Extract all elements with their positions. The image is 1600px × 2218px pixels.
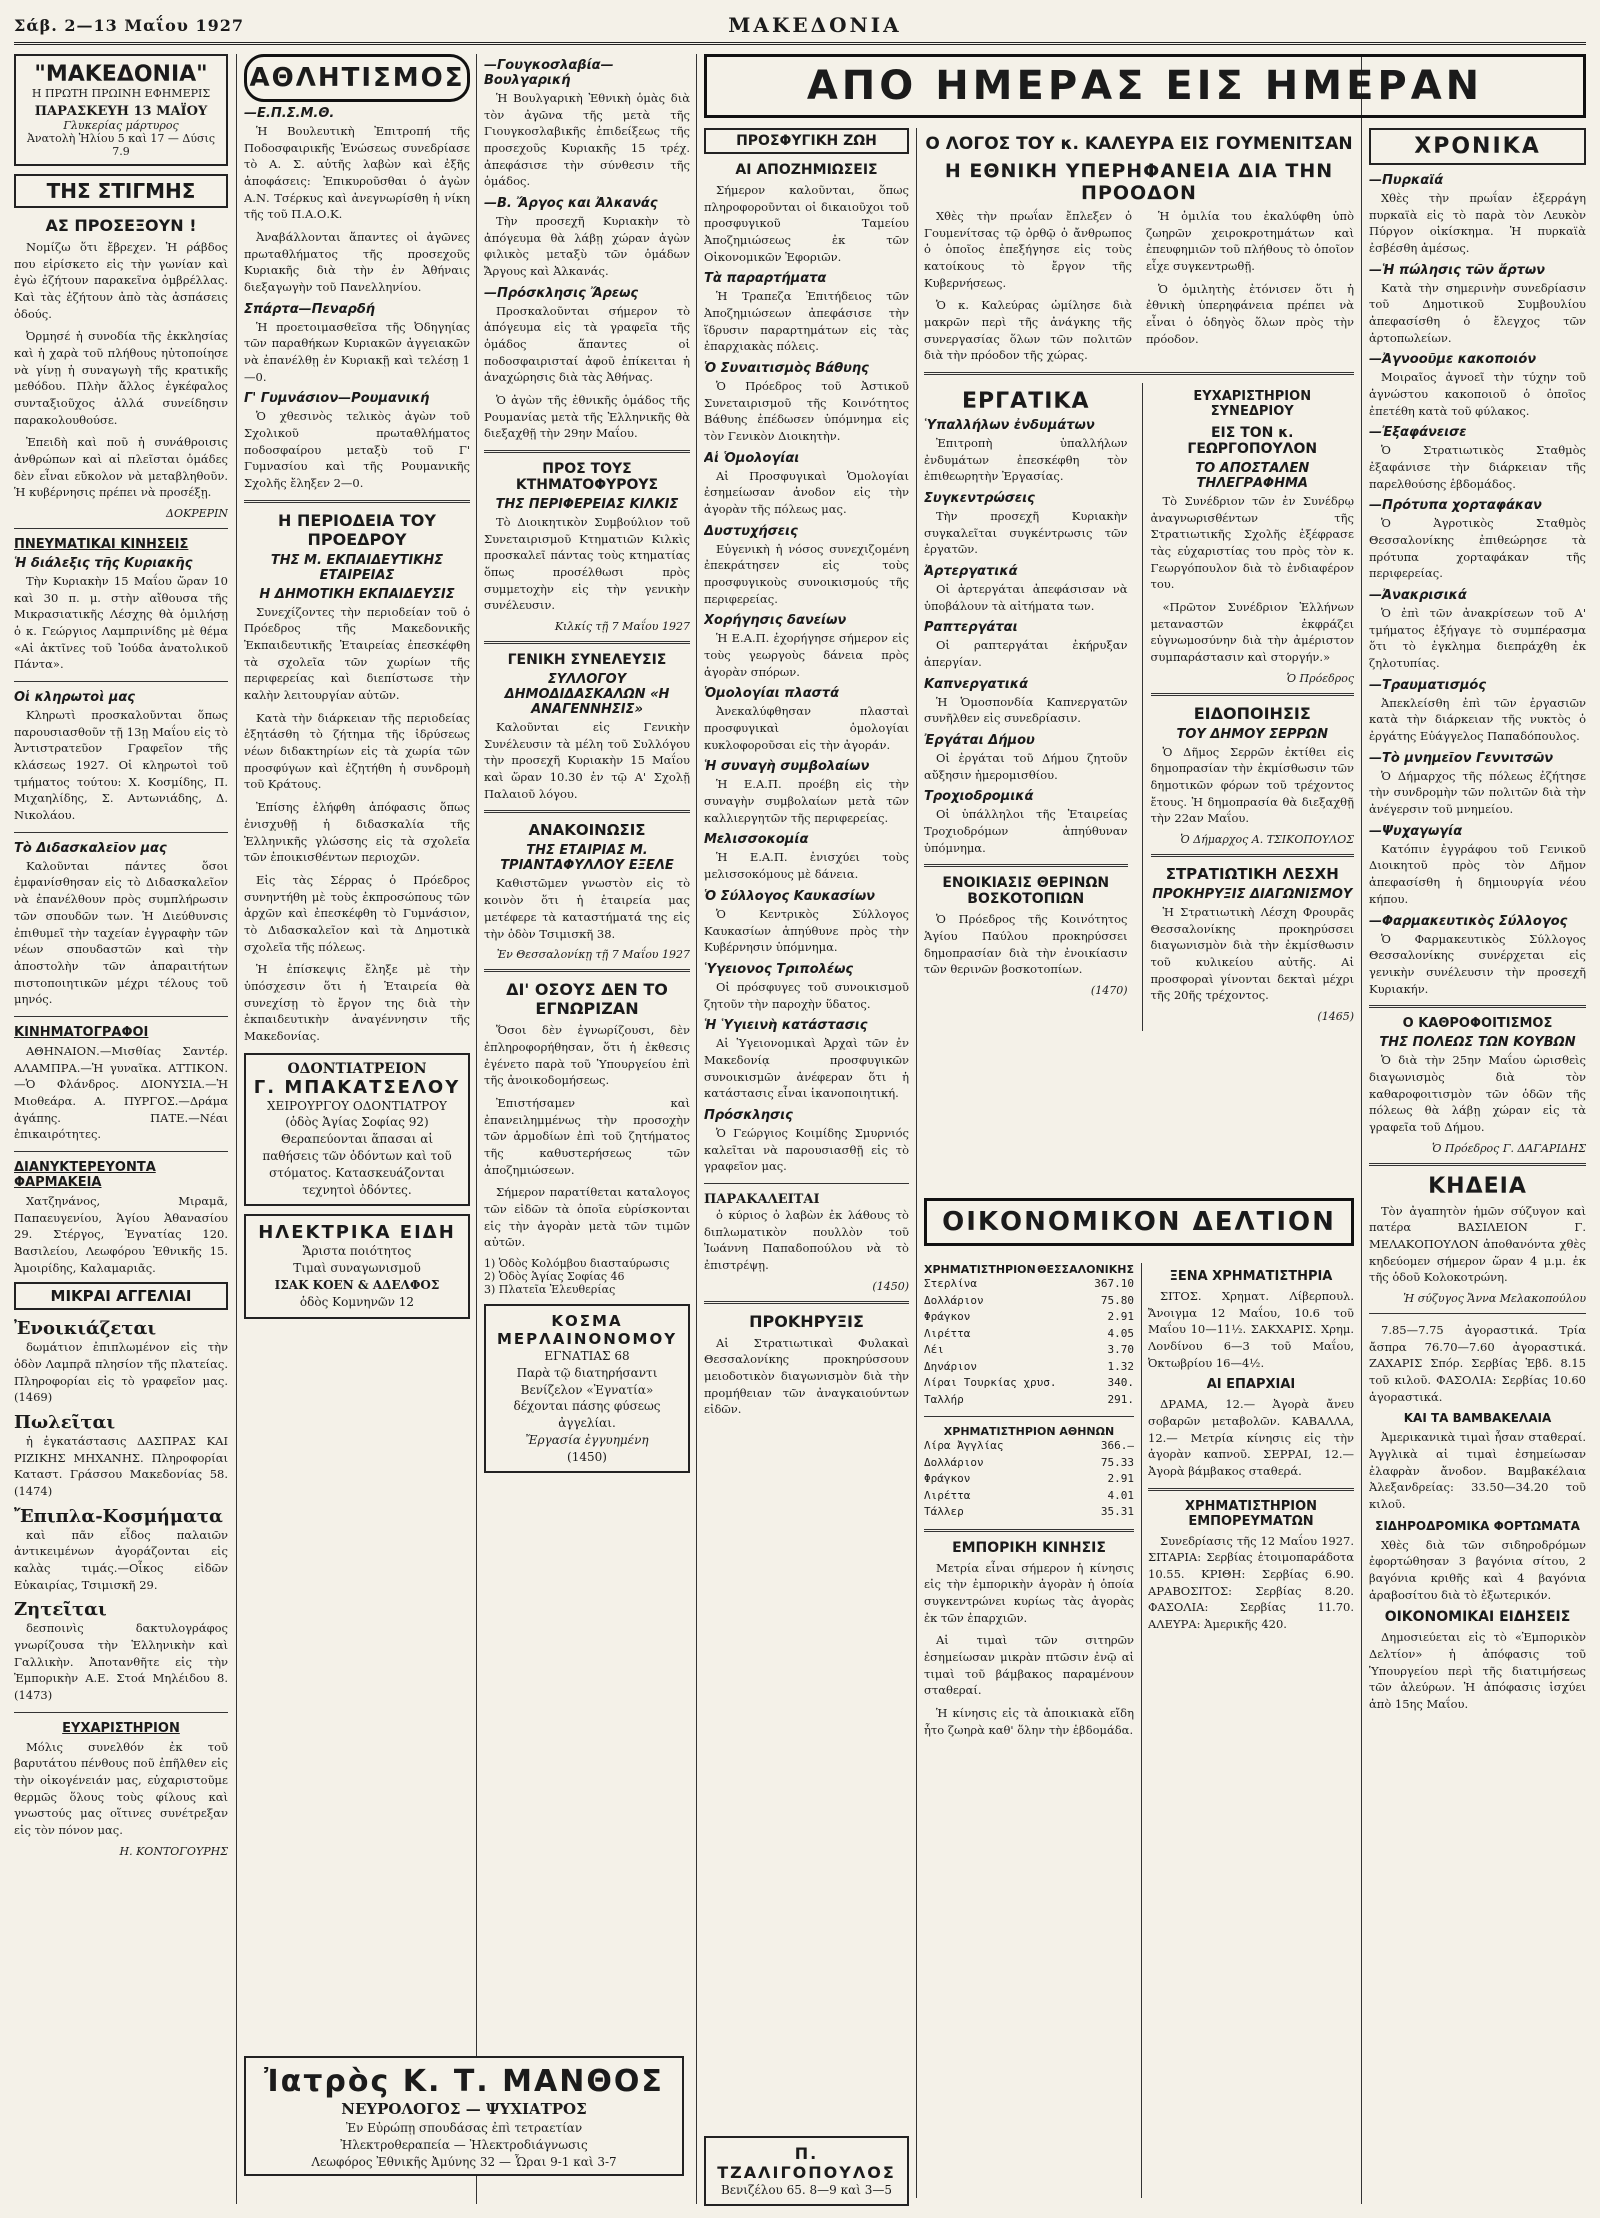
subheading: Πρόσκλησις <box>704 1107 793 1123</box>
paragraph: Καλοῦνται εἰς Γενικὴν Συνέλευσιν τὰ μέλη τοῦ Συλλόγου τὴν προσεχῆ Κυριακὴν 15 Μαΐου καὶ ὥραν 10.30 ἐν τῷ Α' Σχολῇ Παλαιοῦ λόγου. <box>484 720 690 801</box>
rate-row <box>924 1392 1134 1409</box>
rate-name: Τάλλερ <box>924 1505 964 1518</box>
paragraph: Τὴν προσεχῆ Κυριακὴν τὸ ἀπόγευμα θὰ λάβῃ χώραν ἀγὼν φιλικὸς μεταξὺ τῶν ὁμάδων Ἄργους καὶ Ἀλκανάς. <box>484 214 690 279</box>
paragraph: Εἰς τὰς Σέρρας ὁ Πρόεδρος συνηντήθη μὲ τοὺς ἐκπροσώπους τῶν ἀρχῶν καὶ ἐπεσκέφθη τὸ Γυμνάσιον, τὸ Διδασκαλεῖον καὶ τὰ Δημοτικὰ σχολεῖα τῆς πόλεως. <box>244 872 470 954</box>
agency-ad: ΚΟΣΜΑ ΜΕΡΛΑΙΝΟΝΟΜΟΥ ΕΓΝΑΤΙΑΣ 68 Παρὰ τῷ διατηρήσαντι Βενίζελον «Ἐγνατία» δέχονται πάσης φύσεως ἀγγελίαι. Ἔργασία ἐγγυημένη (1450) <box>484 1304 690 1474</box>
column-6: ΕΥΧΑΡΙΣΤΗΡΙΟΝ ΣΥΝΕΔΡΙΟΥ ΕΙΣ ΤΟΝ κ. ΓΕΩΡΓΟΠΟΥΛΟΝ ΤΟ ΑΠΟΣΤΑΛΕΝ ΤΗΛΕΓΡΑΦΗΜΑ Τὸ Συνέδριον τῶν ἐν Συνέδρῳ ἀναγνωρισθέντων τῆς Στρατιωτικῆς Σχολῆς ἐξέφρασε τὰς εὐχαριστίας του πρὸς τὸν κ. Γεωργόπουλον διὰ τὸ ἐνδιαφέρον του. «Πρῶτον Συνέδριον Ἑλλήνων μεταναστῶν ἐκφράζει εὐγνωμοσύνην διὰ τὴν ἀμέριστον συμπαράστασιν καὶ στοργήν.» Ὁ Πρόεδρος ΕΙΔΟΠΟΙΗΣΙΣ ΤΟΥ ΔΗΜΟΥ ΣΕΡΡΩΝ Ὁ Δῆμος Σερρῶν ἐκτίθει εἰς δημοπρασίαν τὴν ἐκμίσθωσιν τῶν δημοτικῶν φόρων τοῦ τρέχοντος ἔτους. Ἡ δημοπρασία θὰ διεξαχθῇ τὴν 22αν Μαΐου. Ὁ Δήμαρχος Α. ΤΣΙΚΟΠΟΥΛΟΣ ΣΤΡΑΤΙΩΤΙΚΗ ΛΕΣΧΗ ΠΡΟΚΗΡΥΞΙΣ ΔΙΑΓΩΝΙΣΜΟΥ Ἡ Στρατιωτικὴ Λέσχη Φρουρᾶς Θεσσαλονίκης προκηρύσσει διαγωνισμὸν διὰ τὴν ἐκμίσθωσιν τοῦ κυλικείου αὐτῆς. Αἱ προσφοραὶ γίνονται δεκταὶ μέχρι τῆς 20ῆς τρέχοντος. (1465) <box>1142 383 1355 1031</box>
subheading: —Ε.Π.Σ.Μ.Θ. <box>244 106 335 121</box>
section-heading: ΕΥΧΑΡΙΣΤΗΡΙΟΝ <box>62 1720 180 1736</box>
column-divider <box>1361 54 1362 2204</box>
paragraph: Ἡ Βουλγαρικὴ Ἐθνικὴ ὁμὰς διὰ τὸν ἀγῶνα τῆς μετὰ τῆς Γιουγκοσλαβικῆς ἐπιδείξεως τῆς προσεχοῦς Κυριακῆς 15 τρέχ. ἀπεφάσισε τὴν σύνθεσιν τῆς ὁμάδος. <box>484 91 690 189</box>
rate-value: 1.32 <box>1107 1359 1134 1373</box>
subheading: Γ' Γυμνάσιον—Ρουμανική <box>244 391 430 407</box>
article-subheadline: ΤΗΣ ΠΕΡΙΦΕΡΕΙΑΣ ΚΙΛΚΙΣ <box>495 497 679 513</box>
rate-row <box>924 1309 1134 1326</box>
paragraph: Εὐγενικὴ ἡ νόσος συνεχιζομένη ἐπεκράτησεν εἰς τοὺς προσφυγικοὺς συνοικισμούς τῆς περιφερείας. <box>704 541 909 606</box>
paragraph: Χθὲς τὴν πρωΐαν ἔπλεξεν ὁ Γουμενίτσας τῷ ὀρθῷ ὁ ἄνθρωπος ὁ ὁποῖος ἐπεξήγησε εἰς τοὺς κατοίκους τὸ ἔργον τῆς Κυβερνήσεως. <box>924 209 1132 290</box>
classified-text: δωμάτιον ἐπιπλωμένον εἰς τὴν ὁδὸν Λαμπρᾶ πλησίον τῆς πλατείας. Πληροφορίαι εἰς τὸ γραφεῖον μας. (1469) <box>14 1340 228 1405</box>
subheading: Ἡ διάλεξις τῆς Κυριακῆς <box>14 556 193 572</box>
classified-title: Ἐνοικιάζεται <box>14 1318 157 1340</box>
economic-left: ΧΡΗΜΑΤΙΣΤΗΡΙΟΝ ΘΕΣΣΑΛΟΝΙΚΗΣ Στερλίνα 367.10 Δολλάριον 75.80 Φράγκον 2.91 Λιρέττα 4.05 Λέι 3.70 Δηνάριον 1.32 Λίραι Τουρκίας χρυσ. 340. Ταλλήρ 291. ΧΡΗΜΑΤΙΣΤΗΡΙΟΝ ΑΘΗΝΩΝ Λίρα Ἀγγλίας 366.— Δολλάριον 75.33 Φράγκον 2.91 Λιρέττα 4.01 Τάλλερ 35.31 ΕΜΠΟΡΙΚΗ ΚΙΝΗΣΙΣ Μετρία εἶναι σήμερον ἡ κίνησις εἰς τὴν ἐμπορικὴν ἀγορὰν ἡ ὁποία συγκεντρώνει κυρίως τὰς ἀγορὰς ἐκ τῶν ἐπαρχιῶν. Αἱ τιμαὶ τῶν σιτηρῶν ἐσημείωσαν μικρὰν πτῶσιν ἐνῷ αἱ τιμαὶ τοῦ βάμβακος παραμένουν σταθεραί. Ἡ κίνησις εἰς τὰ ἀποικιακὰ εἴδη ἦτο ζωηρὰ καθ' ὅλην τὴν ἑβδομάδα. <box>924 1263 1134 1737</box>
paragraph: Καθιστῶμεν γνωστὸν εἰς τὸ κοινὸν ὅτι ἡ ἑταιρεία μας μετέφερε τὰ καταστήματά της εἰς τὴν ὁδὸν Τσιμισκῆ 38. <box>484 876 690 941</box>
paragraph: Αἱ Ὑγειονομικαὶ Ἀρχαὶ τῶν ἐν Μακεδονίᾳ προσφυγικῶν συνοικισμῶν ἀνέφεραν ὅτι ἡ κατάστασις εἶναι ἱκανοποιητική. <box>704 1036 909 1101</box>
lead-subheadline: Η ΕΘΝΙΚΗ ΥΠΕΡΗΦΑΝΕΙΑ ΔΙΑ ΤΗΝ ΠΡΟΟΔΟΝ <box>944 160 1334 204</box>
classifieds-header: ΜΙΚΡΑΙ ΑΓΓΕΛΙΑΙ <box>14 1282 228 1310</box>
subheading: Ὑγειονος Τριπολέως <box>704 961 854 977</box>
article-title: ΑΣ ΠΡΟΣΕΞΟΥΝ ! <box>45 216 197 235</box>
paragraph: ΑΘΗΝΑΙΟΝ.—Μισθίας Σαντέρ. ΑΛΑΜΠΡΑ.—Ἡ γυναῖκα. ΑΤΤΙΚΟΝ.—Ὁ Φλάνδρος. ΔΙΟΝΥΣΙΑ.—Ἡ Μιοθεάρα. Α. ΠΥΡΓΟΣ.—Δράμα ἀγάπης. ΠΑΤΕ.—Νέαι ἐπικαιρότητες. <box>14 1043 228 1142</box>
paragraph: Καλοῦνται πάντες ὅσοι ἐμφανίσθησαν εἰς τὸ Διδασκαλεῖον νὰ ἐπανέλθουν πρὸς συμπλήρωσιν τῶν σπουδῶν των. Ἡ Διεύθυνσις ἐπιθυμεῖ τὴν ταχείαν ἐγγραφὴν τῶν νέων σπουδαστῶν καὶ τὴν ἀποστολὴν τῶν ἀπαραιτήτων πιστοποιητικῶν μέχρι τέλους τοῦ μηνός. <box>14 858 228 1007</box>
labor-heading: ΕΡΓΑΤΙΚΑ <box>962 389 1090 415</box>
rate-row <box>924 1488 1134 1505</box>
paragraph: Σήμερον παρατίθεται καταλογος τῶν εἰδῶν τὰ ὁποῖα εὑρίσκονται εἰς τὴν ἀγορὰν μετὰ τῶν τιμῶν αὐτῶν. <box>484 1185 690 1250</box>
subheading: Ἡ συναγὴ συμβολαίων <box>704 759 870 775</box>
section-heading: ΔΙΑΝΥΚΤΕΡΕΥΟΝΤΑ ΦΑΡΜΑΚΕΙΑ <box>14 1159 156 1190</box>
paragraph: Ἡ Ε.Α.Π. ἐχορήγησε σήμερον εἰς τοὺς γεωργοὺς δάνεια πρὸς ἀγορὰν σπόρων. <box>704 631 909 679</box>
rate-name: Δολλάριον <box>924 1455 984 1469</box>
subheading: Αἱ Ὁμολογίαι <box>704 450 800 466</box>
dentist-ad: ΟΔΟΝΤΙΑΤΡΕΙΟΝ Γ. ΜΠΑΚΑΤΣΕΛΟΥ ΧΕΙΡΟΥΡΓΟΥ ΟΔΟΝΤΙΑΤΡΟΥ (ὁδὸς Ἁγίας Σοφίας 92) Θεραπεύονται ἅπασαι αἱ παθήσεις τῶν ὀδόντων καὶ τοῦ στόματος. Κατασκευάζονται τεχνητοὶ ὀδόντες. <box>244 1053 470 1207</box>
rate-name: Λίραι Τουρκίας χρυσ. <box>924 1376 1057 1389</box>
article-subheadline: ΤΗΣ Μ. ΕΚΠΑΙΔΕΥΤΙΚΗΣ ΕΤΑΙΡΕΙΑΣ <box>270 552 444 583</box>
chronicle-box: ΧΡΟΝΙΚΑ <box>1369 128 1586 165</box>
column-3: —Γουγκοσλαβία—Βουλγαρική Ἡ Βουλγαρικὴ Ἐθνικὴ ὁμὰς διὰ τὸν ἀγῶνα τῆς μετὰ τῆς Γιουγκοσλαβικῆς ἐπιδείξεως τῆς προσεχοῦς Κυριακῆς 15 τρέχ. ἀπεφάσισε τὴν σύνθεσιν τῆς ὁμάδος. —Β. Ἄργος και Ἀλκανάς Τὴν προσεχῆ Κυριακὴν τὸ ἀπόγευμα θὰ λάβῃ χώραν ἀγὼν φιλικὸς μεταξὺ τῶν ὁμάδων Ἄργους καὶ Ἀλκανάς. —Πρόσκλησις Ἄρεως Προσκαλοῦνται σήμερον τὸ ἀπόγευμα εἰς τὰ γραφεῖα τῆς ὁμάδος ἅπαντες οἱ ποδοσφαιρισταί ἀφοῦ ἐπίκειται ἡ ἀναχώρησις διὰ τὰς Ἀθήνας. Ὁ ἀγὼν τῆς ἐθνικῆς ὁμάδος τῆς Ρουμανίας μετὰ τῆς Ἑλληνικῆς θὰ διεξαχθῇ τὴν 29ην Μαΐου. ΠΡΟΣ ΤΟΥΣ ΚΤΗΜΑΤΟΦΥΡΟΥΣ ΤΗΣ ΠΕΡΙΦΕΡΕΙΑΣ ΚΙΛΚΙΣ Τὸ Διοικητικὸν Συμβούλιον τοῦ Συνεταιρισμοῦ Κτηματιῶν Κιλκὶς προσκαλεῖ πάντας τοὺς κτηματίας ὅπως προσέλθωσι πρὸς συμμετοχὴν εἰς τὴν γενικὴν συνέλευσιν. Κιλκίς τῇ 7 Μαΐου 1927 ΓΕΝΙΚΗ ΣΥΝΕΛΕΥΣΙΣ ΣΥΛΛΟΓΟΥ ΔΗΜΟΔΙΔΑΣΚΑΛΩΝ «Η ΑΝΑΓΕΝΝΗΣΙΣ» Καλοῦνται εἰς Γενικὴν Συνέλευσιν τὰ μέλη τοῦ Συλλόγου τὴν προσεχῆ Κυριακὴν 15 Μαΐου καὶ ὥραν 10.30 ἐν τῷ Α' Σχολῇ Παλαιοῦ λόγου. ΑΝΑΚΟΙΝΩΣΙΣ ΤΗΣ ΕΤΑΙΡΙΑΣ Μ. ΤΡΙΑΝΤΑΦΥΛΛΟΥ ΕΞΕΛΕ Καθιστῶμεν γνωστὸν εἰς τὸ κοινὸν ὅτι ἡ ἑταιρεία μας μετέφερε τὰ καταστήματά της εἰς τὴν ὁδὸν Τσιμισκῆ 38. Ἐν Θεσσαλονίκῃ τῇ 7 Μαΐου 1927 ΔΙ' ΟΣΟΥΣ ΔΕΝ ΤΟ ΕΓΝΩΡΙΖΑΝ Ὅσοι δὲν ἐγνωρίζουσι, δὲν ἐπληροφορήθησαν, ὅτι ἡ ἐκθεσις ἐγένετο παρὰ τοῦ Ὑπουργείου ἐπὶ τῆς ἀνοικοδομήσεως. Ἐπιστήσαμεν καὶ ἐπανειλημμένως τὴν προσοχὴν τῶν ἁρμοδίων ἐπὶ τοῦ ζητήματος τῆς καθυστερήσεως τῶν ἀποζημιώσεων. Σήμερον παρατίθεται καταλογος τῶν εἰδῶν τὰ ὁποῖα εὑρίσκονται εἰς τὴν ἀγορὰν μετὰ τῶν τιμῶν αὐτῶν. 1) Ὁδὸς Κολόμβου διασταύρωσις 2) Ὁδὸς Ἁγίας Σοφίας 46 3) Πλατεῖα Ἐλευθερίας ΚΟΣΜΑ ΜΕΡΛΑΙΝΟΝΟΜΟΥ ΕΓΝΑΤΙΑΣ 68 Παρὰ τῷ διατηρήσαντι Βενίζελον «Ἐγνατία» δέχονται πάσης φύσεως ἀγγελίαι. Ἔργασία ἐγγυημένη (1450) <box>484 54 690 1904</box>
article-headline: ΑΝΑΚΟΙΝΩΣΙΣ <box>528 821 646 840</box>
paragraph: Αἱ Στρατιωτικαὶ Φυλακαὶ Θεσσαλονίκης προκηρύσσουν μειοδοτικὸν διαγωνισμὸν διὰ τὴν προμήθειαν τῶν ἀναγκαιούντων εἰδῶν. <box>704 1335 909 1417</box>
rate-name: Δολλάριον <box>924 1293 984 1307</box>
economic-banner: ΟΙΚΟΝΟΜΙΚΟΝ ΔΕΛΤΙΟΝ <box>924 1198 1354 1246</box>
rate-row <box>924 1276 1134 1293</box>
classified-title: Ἔπιπλα-Κοσμήματα <box>14 1505 223 1527</box>
rate-row <box>924 1471 1134 1488</box>
rate-value: 4.05 <box>1107 1326 1134 1340</box>
paragraph: Ἡ Ε.Α.Π. προέβη εἰς τὴν συναγὴν συμβολαίων μετὰ τῶν καλλιεργητῶν τῆς περιφερείας. <box>704 777 909 825</box>
column-divider <box>476 54 477 2204</box>
subheading: Ὁ Σύλλογος Καυκασίων <box>704 888 876 904</box>
paragraph: Ἀνεκαλύφθησαν πλασταὶ προσφυγικαὶ ὁμολογίαι κυκλοφοροῦσαι εἰς τὴν ἀγοράν. <box>704 704 909 752</box>
rate-row <box>924 1342 1134 1359</box>
rate-value: 366.— <box>1100 1439 1134 1452</box>
rate-row <box>924 1293 1134 1310</box>
paragraph: Ὁ χθεσινὸς τελικὸς ἀγὼν τοῦ Σχολικοῦ πρωταθλήματος ποδοσφαίρου μεταξὺ τοῦ Γ' Γυμνασίου καὶ τῆς Ρουμανικῆς Σχολῆς ἔληξεν 2—0. <box>244 409 470 491</box>
nameplate-saint: Γλυκερίας μάρτυρος <box>63 119 179 132</box>
rate-value: 75.80 <box>1100 1293 1134 1307</box>
subheading: Τὰ παραρτήματα <box>704 271 827 287</box>
subheading: Δυστυχήσεις <box>704 523 798 539</box>
rate-name: Λιρέττα <box>924 1326 971 1340</box>
article-headline: ΠΡΟΚΗΡΥΞΙΣ <box>749 1311 864 1331</box>
paragraph: Ὁ Κεντρικὸς Σύλλογος Καυκασίων ἀπηύθυνε πρὸς τὴν Κυβέρνησιν ὑπόμνημα. <box>704 906 909 955</box>
doctor-ad: Ἰατρὸς Κ. Τ. ΜΑΝΘΟΣ ΝΕΥΡΟΛΟΓΟΣ — ΨΥΧΙΑΤΡΟΣ Ἐν Εὐρώπῃ σπουδάσας ἐπὶ τετραετίαν Ἠλεκτροθεραπεία — Ἠλεκτροδιάγνωσις Λεωφόρος Ἐθνικῆς Ἀμύνης 32 — Ὧραι 9-1 καὶ 3-7 <box>244 2056 684 2176</box>
doctor-name: Ἰατρὸς Κ. Τ. ΜΑΝΘΟΣ <box>264 2064 664 2099</box>
article-headline: Η ΠΕΡΙΟΔΕΙΑ ΤΟΥ ΠΡΟΕΔΡΟΥ <box>278 510 436 549</box>
paragraph: Συνεχίζοντες τὴν περιοδείαν τοῦ ὁ Πρόεδρος τῆς Μακεδονικῆς Ἐκπαιδευτικῆς Ἑταιρείας ἐπεσκέφθη τὰ σχολεῖα τῶν χωρίων τῆς περιφερείας καὶ διεπίστωσε τὴν καλὴν λειτουργίαν αὐτῶν. <box>244 604 470 703</box>
subheading: Σπάρτα—Πεναρδή <box>244 301 376 317</box>
section-heading: ΠΝΕΥΜΑΤΙΚΑΙ ΚΙΝΗΣΕΙΣ <box>14 537 189 553</box>
paragraph: Ἡ Τραπεζα Ἐπιτήδειος τῶν Ἀποζημιώσεων ἀπεφάσισε τὴν ἵδρυσιν παραρτημάτων εἰς τὰς ἐπαρχιακὰς πόλεις. <box>704 289 909 354</box>
rate-value: 367.10 <box>1094 1277 1134 1290</box>
rate-value: 4.01 <box>1107 1488 1134 1502</box>
rate-name: Λέι <box>924 1343 944 1356</box>
paragraph: Ὅσοι δὲν ἐγνωρίζουσι, δὲν ἐπληροφορήθησαν, ὅτι ἡ ἐκθεσις ἐγένετο παρὰ τοῦ Ὑπουργείου ἐπὶ τῆς ἀνοικοδομήσεως. <box>484 1023 690 1088</box>
lead-headline: Ο ΛΟΓΟΣ ΤΟΥ κ. ΚΑΛΕΥΡΑ ΕΙΣ ΓΟΥΜΕΝΙΤΣΑΝ <box>925 134 1353 154</box>
article-headline: ΑΙ ΑΠΟΖΗΜΙΩΣΕΙΣ <box>735 162 878 178</box>
article-paragraph: Νομίζω ὅτι ἔβρεχεν. Ἡ ράβδος που εἰρίσκετο εἰς τὴν γωνίαν καὶ ἐγὼ ἐζήτουν παρακεῖνα ὀμβρέλλας. Καὶ τὰς ἐζήτουν ἀπὸ τὰς ἀσπάσεις ὁδούς. <box>14 240 228 321</box>
paragraph: Κληρωτὶ προσκαλοῦνται ὅπως παρουσιασθοῦν τῇ 13ῃ Μαΐου εἰς τὸ Ἀντιστρατεῦον Γραφεῖον τῆς κλάσεως 1927. Οἱ κληρωτοὶ τοῦ τμήματος τούτου: Χ. Κοσμίδης, Π. Μιχαηλίδης, Σ. Αντωνιάδης, Δ. Νικολάου. <box>14 708 228 823</box>
rate-value: 2.91 <box>1107 1310 1134 1323</box>
rate-name: Φράγκον <box>924 1472 971 1485</box>
section-heading: ΚΙΝΗΜΑΤΟΓΡΑΦΟΙ <box>14 1024 149 1040</box>
paragraph: Τὸ Διοικητικὸν Συμβούλιον τοῦ Συνεταιρισμοῦ Κτηματιῶν Κιλκὶς προσκαλεῖ πάντας τοὺς κτηματίας ὅπως προσέλθωσι πρὸς συμμετοχὴν εἰς τὴν γενικὴν συνέλευσιν. <box>484 515 690 613</box>
article-headline: ΓΕΝΙΚΗ ΣΥΝΕΛΕΥΣΙΣ <box>507 652 667 669</box>
classified-title: Πωλεῖται <box>14 1411 116 1433</box>
rate-name: Στερλίνα <box>924 1277 977 1290</box>
classified-text: δεσποινὶς δακτυλογράφος γνωρίζουσα τὴν Ἑλληνικὴν καὶ Γαλλικὴν. Ἀποτανθῆτε εἰς τὴν Ἐμπορικὴν Α.Ε. Στοά Μηλέιδου 8. (1473) <box>14 1621 228 1702</box>
column-7: ΧΡΟΝΙΚΑ —Πυρκαϊά Χθὲς τὴν πρωΐαν ἐξερράγη πυρκαϊὰ εἰς τὸ παρὰ τὸν Λευκὸν Πύργον οἰκίσκημα. Ἡ πυρκαϊὰ ἐσβέσθη ἀμέσως. —Ἡ πώλησις τῶν ἄρτων Κατὰ τὴν σημερινὴν συνεδρίασιν τοῦ Δημοτικοῦ Συμβουλίου ἀπεφασίσθη ὁ ἔλεγχος τῶν ἀρτοπωλείων. —Ἀγνοοῦμε κακοποιόν Μοιραῖος ἀγνοεῖ τὴν τύχην τοῦ ἀγνώστου κακοποιοῦ ὁ ὁποῖος ἐπετέθη κατὰ τοῦ φύλακος. —Ἐξαφάνεισε Ὁ Στρατιωτικὸς Σταθμὸς ἐξαφάνισε τὴν διάρκειαν τῆς παρελθούσης ἑβδομάδος. —Πρότυπα χορταφάκαν Ὁ Ἀγροτικὸς Σταθμὸς Θεσσαλονίκης ἐπιθεώρησε τὰ πρότυπα χορταφάκαν τῆς περιφερείας. —Ἀνακρισικά Ὁ ἐπὶ τῶν ἀνακρίσεων τοῦ Α' τμήματος ἐξήγαγε τὸ συμπέρασμα ὅτι τὸ ἐγκλημα διεπράχθη ἐκ ζηλοτυπίας. —Τραυματισμός Ἀπεκλείσθη ἐπὶ τῶν ἐργασιῶν κατὰ τὴν διάρκειαν τῆς νυκτὸς ὁ ἐργάτης Εὐάγγελος Παπαδόπουλος. —Τὸ μνημεῖον Γεννιτσῶν Ὁ Δήμαρχος τῆς πόλεως ἐζήτησε τὴν συνδρομὴν τῶν πολιτῶν διὰ τὴν ἀνέγερσιν τοῦ μνημείου. —Ψυχαγωγία Κατόπιν ἐγγράφου τοῦ Γενικοῦ Διοικητοῦ πρὸς τὸν Δῆμον ἀπεφασίσθη ἡ δημιουργία νέου κήπου. —Φαρμακευτικὸς Σύλλογος Ὁ Φαρμακευτικὸς Σύλλογος Θεσσαλονίκης συνέρχεται εἰς γενικὴν συνέλευσιν τὴν προσεχῆ Κυριακήν. Ο ΚΑΘΡΟΦΟΙΤΙΣΜΟΣ ΤΗΣ ΠΟΛΕΩΣ ΤΩΝ ΚΟΥΒΩΝ Ὁ διὰ τὴν 25ην Μαΐου ὡρισθεὶς διαγωνισμὸς διὰ τὸν καθαροφοιτισμὸν τῶν ὁδῶν τῆς πόλεως θὰ λάβῃ χώραν εἰς τὰ γραφεῖα τοῦ Δήμου. Ὁ Πρόεδρος Γ. ΔΑΓΑΡΙΔΗΣ ΚΗΔΕΙΑ Τὸν ἀγαπητὸν ἡμῶν σύζυγον καὶ πατέρα ΒΑΣΙΛΕΙΟΝ Γ. ΜΕΛΑΚΟΠΟΥΛΟΝ ἀποθανόντα χθὲς κηδεύομεν σήμερον ὥραν 4 μ.μ. ἐκ τῆς ὁδοῦ Κολοκοτρώνη. Ἡ σύζυγος Ἄννα Μελακοπούλου 7.85—7.75 ἀγοραστικά. Τρία ἄσπρα 76.70—7.60 ἀγοραστικά. ΖΑΧΑΡΙΣ Σπόρ. Σερβίας Ἑβδ. 8.15 τοῦ κιλοῦ. ΦΑΣΟΛΙΑ: Σερβίας 10.60 ἀγοραστικά. ΚΑΙ ΤΑ ΒΑΜΒΑΚΕΛΑΙΑ Ἀμερικανικὰ τιμαὶ ἦσαν σταθεραί. Ἀγγλικὰ αἱ τιμαὶ ἐσημείωσαν ἐλαφρὰν ἄνοδον. Βαμβακέλαια Ἀλεξανδρείας: 33.50—34.20 τοῦ κιλοῦ. ΣΙΔΗΡΟΔΡΟΜΙΚΑ ΦΟΡΤΩΜΑΤΑ Χθὲς διὰ τῶν σιδηροδρόμων ἐφορτώθησαν 3 βαγόνια σίτου, 2 βαγόνια κριθῆς καὶ 4 βαγόνια ἀραβοσίτου διὰ τὸ ἐξωτερικόν. ΟΙΚΟΝΟΜΙΚΑΙ ΕΙΔΗΣΕΙΣ Δημοσιεύεται εἰς τὸ «Ἐμπορικὸν Δελτίον» ἡ ἀπόφασις τοῦ Ὑπουργείου περὶ τῆς διατιμήσεως τῶν ἀλεύρων. Ἡ ἀπόφασις ἰσχύει ἀπὸ 15ης Μαΐου. <box>1369 128 1586 2198</box>
subheading: —Β. Ἄργος και Ἀλκανάς <box>484 196 658 212</box>
rate-name: Φράγκον <box>924 1310 971 1323</box>
subheading: Ὁ Συναιτισμὸς Βάθυης <box>704 361 869 377</box>
paragraph: Ἀναβάλλονται ἅπαντες οἱ ἀγῶνες πρωταθλήματος τῆς προσεχοῦς Κυριακῆς διὰ τὴν ἐν Ἀθήναις διεξαγωγὴν τοῦ Πανελληνίου. <box>244 230 470 295</box>
classified-text: καὶ πᾶν εἶδος παλαιῶν ἀντικειμένων ἀγοράζονται εἰς καλὰς τιμάς.—Οἶκος εἰδῶν Εὐκαιρίας, Τσιμισκῆ 29. <box>14 1527 228 1592</box>
paragraph: Μόλις συνελθόν ἐκ τοῦ βαρυτάτου πένθους ποῦ ἐπῆλθεν εἰς τὴν οἰκογένειάν μας, εὐχαριστοῦμε θερμῶς ὅλους τοὺς φίλους καὶ γνωστούς μας οἵτινες συνέτρεξαν εἰς τὸν πόνον μας. <box>14 1739 228 1838</box>
newspaper-page <box>14 8 1586 2208</box>
subheading: Χορήγησις δανείων <box>704 613 847 629</box>
paragraph: Ἡ ὁμιλία του ἐκαλύφθη ὑπὸ ζωηρῶν χειροκροτημάτων καὶ ἐπευφημιῶν τοῦ πλήθους τὸ ὁποῖον εἶχε συγκεντρωθῇ. <box>1146 209 1354 274</box>
subheading: —Γουγκοσλαβία—Βουλγαρική <box>484 58 614 88</box>
paragraph: Ἡ Βουλευτικὴ Ἐπιτροπή τῆς Ποδοσφαιρικῆς Ἑνώσεως συνεδρίασε τὸ Α. Σ. αὐτῆς λαβὼν καὶ ἐξῆς ἀποφάσεις: Ἐπικυροῦσθαι ὁ ἀγὼν Α.Ν. Τσέρκυς καὶ ἀνεγνωρίσθη ἡ νίκη τῆς τοῦ Π.Α.Ο.Κ. <box>244 124 470 222</box>
paragraph: Σήμερον καλοῦνται, ὅπως πληροφοροῦνται οἱ δικαιοῦχοι τοῦ προσφυγικοῦ Ταμείου Ἀποζημιώσεως ἐκ τῶν Οἰκονομικῶν Ἐφοριῶν. <box>704 183 909 264</box>
paragraph: Προσκαλοῦνται σήμερον τὸ ἀπόγευμα εἰς τὰ γραφεῖα τῆς ὁμάδος ἅπαντες οἱ ποδοσφαιρισταί ἀφοῦ ἐπίκειται ἡ ἀναχώρησις διὰ τὰς Ἀθήνας. <box>484 303 690 385</box>
subheading: Ἡ Ὑγιεινὴ κατάστασις <box>704 1018 868 1034</box>
column-4: ΠΡΟΣΦΥΓΙΚΗ ΖΩΗ ΑΙ ΑΠΟΖΗΜΙΩΣΕΙΣ Σήμερον καλοῦνται, ὅπως πληροφοροῦνται οἱ δικαιοῦχοι τοῦ προσφυγικοῦ Ταμείου Ἀποζημιώσεως ἐκ τῶν Οἰκονομικῶν Ἐφοριῶν. Τὰ παραρτήματα Ἡ Τραπεζα Ἐπιτήδειος τῶν Ἀποζημιώσεων ἀπεφάσισε τὴν ἵδρυσιν παραρτημάτων εἰς τὰς ἐπαρχιακὰς πόλεις. Ὁ Συναιτισμὸς Βάθυης Ὁ Πρόεδρος τοῦ Ἀστικοῦ Συνεταιρισμοῦ τῆς Κοινότητος Βάθυης ἐπέδωσεν ὑπόμνημα εἰς τὸν Γενικὸν Διοικητὴν. Αἱ Ὁμολογίαι Αἱ Προσφυγικαὶ Ὁμολογίαι ἐσημείωσαν ἀνοδον εἰς τὴν ἀγορὰν τῆς πόλεως μας. Δυστυχήσεις Εὐγενικὴ ἡ νόσος συνεχιζομένη ἐπεκράτησεν εἰς τοὺς προσφυγικοὺς συνοικισμούς τῆς περιφερείας. Χορήγησις δανείων Ἡ Ε.Α.Π. ἐχορήγησε σήμερον εἰς τοὺς γεωργοὺς δάνεια πρὸς ἀγορὰν σπόρων. Ὁμολογίαι πλαστά Ἀνεκαλύφθησαν πλασταὶ προσφυγικαὶ ὁμολογίαι κυκλοφοροῦσαι εἰς τὴν ἀγοράν. Ἡ συναγὴ συμβολαίων Ἡ Ε.Α.Π. προέβη εἰς τὴν συναγὴν συμβολαίων μετὰ τῶν καλλιεργητῶν τῆς περιφερείας. Μελισσοκομία Ἡ Ε.Α.Π. ἐνισχύει τοὺς μελισσοκόμους μὲ δάνεια. Ὁ Σύλλογος Καυκασίων Ὁ Κεντρικὸς Σύλλογος Καυκασίων ἀπηύθυνε πρὸς τὴν Κυβέρνησιν ὑπόμνημα. Ὑγειονος Τριπολέως Οἱ πρόσφυγες τοῦ συνοικισμοῦ ζητοῦν τὴν παροχὴν ὕδατος. Ἡ Ὑγιεινὴ κατάστασις Αἱ Ὑγειονομικαὶ Ἀρχαὶ τῶν ἐν Μακεδονίᾳ προσφυγικῶν συνοικισμῶν ἀνέφεραν ὅτι ἡ κατάστασις εἶναι ἱκανοποιητική. Πρόσκλησις Ὁ Γεώργιος Κοιμίδης Σμυρνιός καλεῖται νὰ παρουσιασθῇ εἰς τὸ γραφεῖον μας. ΠΑΡΑΚΑΛΕΙΤΑΙ ὁ κύριος ὁ λαβὼν ἐκ λάθους τὸ διπλωματικὸν πουλλὸν τοῦ Ἰωάννη Παπαδοπούλου νὰ τὸ ἐπιστρέψῃ. (1450) ΠΡΟΚΗΡΥΞΙΣ Αἱ Στρατιωτικαὶ Φυλακαὶ Θεσσαλονίκης προκηρύσσουν μειοδοτικὸν διαγωνισμὸν διὰ τὴν προμήθειαν τῶν ἀναγκαιούντων εἰδῶν. <box>704 128 909 2198</box>
rate-name: Λιρέττα <box>924 1488 971 1502</box>
paragraph: Ὁ ὁμιλητὴς ἐτόνισεν ὅτι ἡ ἐθνικὴ ὑπερηφάνεια πρέπει νὰ εἶναι ὁ ὁδηγὸς ὅλων πρὸς τὴν πρόοδον. <box>1146 281 1354 346</box>
rate-row <box>924 1504 1134 1521</box>
paragraph: Αἱ Προσφυγικαὶ Ὁμολογίαι ἐσημείωσαν ἀνοδον εἰς τὴν ἀγορὰν τῆς πόλεως μας. <box>704 468 909 517</box>
article-subheadline: ΤΗΣ ΕΤΑΙΡΙΑΣ Μ. ΤΡΙΑΝΤΑΦΥΛΛΟΥ ΕΞΕΛΕ <box>500 843 674 874</box>
column-title: ΤΗΣ ΣΤΙΓΜΗΣ <box>46 179 196 203</box>
rates-table <box>924 1438 1134 1521</box>
newspaper-title: ΜΑΚΕΔΟΝΙΑ <box>728 13 902 37</box>
signature: Η. ΚΟΝΤΟΓΟΥΡΗΣ <box>119 1844 228 1858</box>
column-2 <box>244 54 470 2204</box>
column-title-box <box>14 174 228 208</box>
column-divider <box>1141 1263 1142 2198</box>
classified-title: Ζητεῖται <box>14 1599 107 1621</box>
notice-title: ΠΑΡΑΚΑΛΕΙΤΑΙ <box>704 1191 820 1207</box>
column-divider <box>236 54 237 2204</box>
lease-headline: ΕΝΟΙΚΙΑΣΙΣ ΘΕΡΙΝΩΝ ΒΟΣΚΟΤΟΠΙΩΝ <box>942 875 1110 908</box>
paragraph: Χατζηνάνος, Μιραμᾶ, Παπαευγενίου, Ἁγίου Ἀθανασίου 29. Στέργος, Ἐγνατίας 120. Βασιλείου, Λεωφόρου Ἐθνικῆς 15. Ἀμοιρίδης, Καλαμαριᾶς. <box>14 1193 228 1275</box>
subheading: Τὸ Διδασκαλεῖον μας <box>14 840 167 856</box>
rate-value: 291. <box>1107 1392 1134 1406</box>
rate-value: 340. <box>1107 1376 1134 1389</box>
article-headline: ΔΙ' ΟΣΟΥΣ ΔΕΝ ΤΟ ΕΓΝΩΡΙΖΑΝ <box>506 980 668 1019</box>
main-banner: ΑΠΟ ΗΜΕΡΑΣ ΕΙΣ ΗΜΕΡΑΝ <box>704 54 1586 118</box>
rate-value: 3.70 <box>1107 1343 1134 1356</box>
paragraph: Ὁ κ. Καλεύρας ὡμίλησε διὰ μακρῶν περὶ τῆς ἀνάγκης τῆς συνεργασίας ὅλων τῶν πολιτῶν διὰ τὴν πρόοδον τῆς χώρας. <box>924 298 1132 363</box>
economic-right: ΞΕΝΑ ΧΡΗΜΑΤΙΣΤΗΡΙΑ ΣΙΤΟΣ. Χρηματ. Λίβερπουλ. Ἄνοιγμα 12 Μαΐου, 10.6 τοῦ Μαΐου 10—11½. ΣΑΚΧΑΡΙΣ. Χρημ. Λονδίνου 6—3 τοῦ Μαΐου, Ὀκτωβρίου 16—4½. ΑΙ ΕΠΑΡΧΙΑΙ ΔΡΑΜΑ, 12.— Ἀγορὰ ἄνευ σοβαρῶν μεταβολῶν. ΚΑΒΑΛΛΑ, 12.— Μετρία κίνησις εἰς τὴν ἀγορὰν καπνοῦ. ΣΕΡΡΑΙ, 12.— Ἀγορὰ βάμβακος σταθερά. ΧΡΗΜΑΤΙΣΤΗΡΙΟΝ ΕΜΠΟΡΕΥΜΑΤΩΝ Συνεδρίασις τῆς 12 Μαΐου 1927. ΣΙΤΑΡΙΑ: Σερβίας ἑτοιμοπαράδοτα 10.55. ΚΡΙΘΗ: Σερβίας 6.90. ΑΡΑΒΟΣΙΤΟΣ: Σερβίας 8.20. ΦΑΣΟΛΙΑ: Σερβίας 11.70. ΑΛΕΥΡΑ: Ἀμερικῆς 420. <box>1148 1269 1354 1632</box>
rate-row <box>924 1359 1134 1376</box>
merchant-ad: Π. ΤΖΑΛΙΓΟΠΟΥΛΟΣ Βενιζέλου 65. 8—9 καὶ 3—5 <box>704 2136 909 2206</box>
subheading: Μελισσοκομία <box>704 832 809 848</box>
masthead <box>14 8 1586 45</box>
paragraph: ὁ κύριος ὁ λαβὼν ἐκ λάθους τὸ διπλωματικὸν πουλλὸν τοῦ Ἰωάννη Παπαδοπούλου νὰ τὸ ἐπιστρέψῃ. <box>704 1207 909 1272</box>
electrical-ad: ΗΛΕΚΤΡΙΚΑ ΕΙΔΗ Ἄριστα ποιότητος Τιμαὶ συναγωνισμοῦ ΙΣΑΚ ΚΟΕΝ & ΑΔΕΛΦΟΣ ὁδὸς Κομνηνῶν 12 <box>244 1214 470 1318</box>
article-subheadline: ΣΥΛΛΟΓΟΥ ΔΗΜΟΔΙΔΑΣΚΑΛΩΝ «Η ΑΝΑΓΕΝΝΗΣΙΣ» <box>504 672 670 718</box>
subheading: Ὁμολογίαι πλαστά <box>704 686 840 702</box>
paragraph: Ἡ προετοιμασθεῖσα τῆς Ὀδηγηίας τῶν παραθήκων Κυριακῶν ἀγγειακῶν νὰ ἐπανέλθῃ ἐν Κυριακῇ καὶ τελέσῃ 1—0. <box>244 319 470 384</box>
paragraph: Ἡ ἐπίσκεψις ἔληξε μὲ τὴν ὑπόσχεσιν ὅτι ἡ Ἑταιρεία θὰ συνεχίσῃ τὸ ἔργον της διὰ τὴν ἐκπαιδευτικὴν ἀναγέννησιν τῆς Μακεδονίας. <box>244 962 470 1043</box>
subheading: Οἱ κληρωτοὶ μας <box>14 690 135 706</box>
paragraph: Κατὰ τὴν διάρκειαν τῆς περιοδείας ἐξητάσθη τὸ ζήτημα τῆς ἱδρύσεως νέων διδακτηρίων εἰς τὰ χωρία τῶν προσφύγων καὶ ἐζητήθη ἡ συνδρομὴ τοῦ Κράτους. <box>244 710 470 792</box>
paragraph: Ὁ Πρόεδρος τοῦ Ἀστικοῦ Συνεταιρισμοῦ τῆς Κοινότητος Βάθυης ἐπέδωσεν ὑπόμνημα εἰς τὸν Γενικὸν Διοικητὴν. <box>704 379 909 444</box>
paragraph: Ἐπίσης ἐλήφθη ἀπόφασις ὅπως ἐνισχυθῇ ἡ διδασκαλία τῆς Ἑλληνικῆς γλώσσης εἰς τὰ σχολεῖα τῶν ἐποικισθέντων περιοχῶν. <box>244 800 470 865</box>
funeral-heading: ΚΗΔΕΙΑ <box>1428 1173 1527 1199</box>
rates-table <box>924 1276 1134 1408</box>
article-paragraph: Ἐπειδὴ καὶ ποῦ ἡ συνάθροισις ἀνθρώπων καὶ αἱ πλεῖσται ὁμάδες δὲν εἶναι εὔκολον νὰ μεταβληθοῦν. Ἡ κυβέρνησις πρέπει νὰ προσέξῃ. <box>14 435 228 500</box>
section-box: ΠΡΟΣΦΥΓΙΚΗ ΖΩΗ <box>704 128 909 154</box>
article-paragraph: Ὀρμησέ ἡ συνοδία τῆς ἐκκλησίας καὶ ἡ χαρὰ τοῦ πλήθους ηὐτοποίησε νὰ γίνῃ ἡ συναγωγὴ τῆς κρατικῆς μεθόδου. Πλὴν ἄλλος ἐγκέφαλος συνταξιοῦχος ἀλλά συνείδησιν παρακολουθούσε. <box>14 329 228 427</box>
column-divider <box>696 54 697 2204</box>
nameplate-title: "ΜΑΚΕΔΟΝΙΑ" <box>34 62 208 87</box>
article-headline: ΠΡΟΣ ΤΟΥΣ ΚΤΗΜΑΤΟΦΥΡΟΥΣ <box>515 461 659 494</box>
subheading: —Πρόσκλησις Ἄρεως <box>484 285 639 301</box>
dentist-name: Γ. ΜΠΑΚΑΤΣΕΛΟΥ <box>253 1076 461 1098</box>
paragraph: Οἱ πρόσφυγες τοῦ συνοικισμοῦ ζητοῦν τὴν παροχὴν ὕδατος. <box>704 979 909 1011</box>
lead-article: Ο ΛΟΓΟΣ ΤΟΥ κ. ΚΑΛΕΥΡΑ ΕΙΣ ΓΟΥΜΕΝΙΤΣΑΝ Η ΕΘΝΙΚΗ ΥΠΕΡΗΦΑΝΕΙΑ ΔΙΑ ΤΗΝ ΠΡΟΟΔΟΝ Χθὲς τὴν πρωΐαν ἔπλεξεν ὁ Γουμενίτσας τῷ ὀρθῷ ὁ ἄνθρωπος ὁ ὁποῖος ἐπεξήγησε εἰς τοὺς κατοίκους τὸ ἔργον τῆς Κυβερνήσεως. Ὁ κ. Καλεύρας ὡμίλησε διὰ μακρῶν περὶ τῆς ἀνάγκης τῆς συνεργασίας ὅλων τῶν πολιτῶν διὰ τὴν πρόοδον τῆς χώρας. Ἡ ὁμιλία του ἐκαλύφθη ὑπὸ ζωηρῶν χειροκροτημάτων καὶ ἐπευφημιῶν τοῦ πλήθους τὸ ὁποῖον εἶχε συγκεντρωθῇ. Ὁ ὁμιλητὴς ἐτόνισεν ὅτι ἡ ἐθνικὴ ὑπερηφάνεια πρέπει νὰ εἶναι ὁ ὁδηγὸς ὅλων πρὸς τὴν πρόοδον. ΕΡΓΑΤΙΚΑ Ὑπαλλήλων ἐνδυμάτων Ἐπιτροπὴ ὑπαλλήλων ἐνδυμάτων ἐπεσκέφθη τὸν ἐπιθεωρητὴν Ἐργασίας. Συγκεντρώσεις Τὴν προσεχῆ Κυριακὴν συγκαλεῖται συγκέντρωσις τῶν ἐργατῶν. Ἀρτεργατικά Οἱ ἀρτεργάται ἀπεφάσισαν νὰ ὑποβάλουν τὰ αἰτήματα των. Ραπτεργάται Οἱ ραπτεργάται ἐκήρυξαν ἀπεργίαν. Καπνεργατικά Ἡ Ὁμοσπονδία Καπνεργατῶν συνῆλθεν εἰς συνεδρίασιν. Ἐργάται Δήμου Οἱ ἐργάται τοῦ Δήμου ζητοῦν αὔξησιν ἡμερομισθίου. Τροχιοδρομικά Οἱ ὑπάλληλοι τῆς Ἑταιρείας Τροχιοδρόμων ἀπηύθυναν ὑπόμνημα. ΕΝΟΙΚΙΑΣΙΣ ΘΕΡΙΝΩΝ ΒΟΣΚΟΤΟΠΙΩΝ Ὁ Πρόεδρος τῆς Κοινότητος Ἁγίου Παύλου προκηρύσσει δημοπρασίαν διὰ τὴν ἐνοικίασιν τῶν θερινῶν βοσκοτοπίων. (1470) ΕΥΧΑΡΙΣΤΗΡΙΟΝ ΣΥΝΕΔΡΙΟΥ ΕΙΣ ΤΟΝ κ. ΓΕΩΡΓΟΠΟΥΛΟΝ ΤΟ ΑΠΟΣΤΑΛΕΝ ΤΗΛΕΓΡΑΦΗΜΑ Τὸ Συνέδριον τῶν ἐν Συνέδρῳ ἀναγνωρισθέντων τῆς Στρατιωτικῆς Σχολῆς ἐξέφρασε τὰς εὐχαριστίας του πρὸς τὸν κ. Γεωργόπουλον διὰ τὸ ἐνδιαφέρον του. «Πρῶτον Συνέδριον Ἑλλήνων μεταναστῶν ἐκφράζει εὐγνωμοσύνην διὰ τὴν ἀμέριστον συμπαράστασιν καὶ στοργήν.» Ὁ Πρόεδρος ΕΙΔΟΠΟΙΗΣΙΣ ΤΟΥ ΔΗΜΟΥ ΣΕΡΡΩΝ Ὁ Δῆμος Σερρῶν ἐκτίθει εἰς δημοπρασίαν τὴν ἐκμίσθωσιν τῶν δημοτικῶν φόρων τοῦ τρέχοντος ἔτους. Ἡ δημοπρασία θὰ διεξαχθῇ τὴν 22αν Μαΐου. Ὁ Δήμαρχος Α. ΤΣΙΚΟΠΟΥΛΟΣ ΣΤΡΑΤΙΩΤΙΚΗ ΛΕΣΧΗ ΠΡΟΚΗΡΥΞΙΣ ΔΙΑΓΩΝΙΣΜΟΥ Ἡ Στρατιωτικὴ Λέσχη Φρουρᾶς Θεσσαλονίκης προκηρύσσει διαγωνισμὸν διὰ τὴν ἐκμίσθωσιν τοῦ κυλικείου αὐτῆς. Αἱ προσφοραὶ γίνονται δεκταὶ μέχρι τῆς 20ῆς τρέχοντος. (1465) <box>924 128 1354 1188</box>
column-1 <box>14 54 228 2204</box>
article-signature: ΔΟΚΡΕΡΙΝ <box>166 507 228 521</box>
nameplate <box>14 54 228 166</box>
nameplate-subtitle: Η ΠΡΩΤΗ ΠΡΩΙΝΗ ΕΦΗΜΕΡΙΣ <box>31 87 211 100</box>
rate-row <box>924 1438 1134 1455</box>
rate-value: 2.91 <box>1107 1472 1134 1485</box>
paragraph: Ἐπιστήσαμεν καὶ ἐπανειλημμένως τὴν προσοχὴν τῶν ἁρμοδίων ἐπὶ τοῦ ζητήματος τῆς καθυστερήσεως τῶν ἀποζημιώσεων. <box>484 1095 690 1177</box>
rate-row <box>924 1375 1134 1392</box>
rate-value: 35.31 <box>1100 1505 1134 1518</box>
rate-row <box>924 1455 1134 1472</box>
classified-text: ἡ ἐγκατάστασις ΔΑΣΠΡΑΣ ΚΑΙ ΡΙΖΙΚΗΣ ΜΗΧΑΝΗΣ. Πληροφορίαι Καταστ. Γράσσου Μακεδονίας 58. (1474) <box>14 1433 228 1498</box>
rate-name: Λίρα Ἀγγλίας <box>924 1439 1004 1452</box>
nameplate-day: ΠΑΡΑΣΚΕΥΗ 13 ΜΑΪΟΥ <box>34 104 208 119</box>
paragraph: Τὴν Κυριακὴν 15 Μαΐου ὥραν 10 καὶ 30 π. μ. στὴν αἴθουσα τῆς Μικρασιατικῆς Λέσχης θὰ ὁμιλήσῃ ὁ κ. Γεώργιος Λαμπρινίδης μὲ θέμα «Αἱ ἀκτῖνες τοῦ Ἰούδα ἀνατολικοῦ Πάντα». <box>14 574 228 672</box>
paragraph: Ἡ Ε.Α.Π. ἐνισχύει τοὺς μελισσοκόμους μὲ δάνεια. <box>704 850 909 882</box>
nameplate-sun: Ἀνατολὴ Ἡλίου 5 καὶ 17 — Δύσις 7.9 <box>26 132 216 158</box>
rate-name: Δηνάριον <box>924 1359 977 1373</box>
rate-value: 75.33 <box>1100 1455 1134 1469</box>
paragraph: Ὁ Γεώργιος Κοιμίδης Σμυρνιός καλεῖται νὰ παρουσιασθῇ εἰς τὸ γραφεῖον μας. <box>704 1125 909 1174</box>
sports-banner: ΑΘΛΗΤΙΣΜΟΣ <box>244 54 470 102</box>
rate-row <box>924 1326 1134 1343</box>
paragraph: Ὁ ἀγὼν τῆς ἐθνικῆς ὁμάδος τῆς Ρουμανίας μετὰ τῆς Ἑλληνικῆς θὰ διεξαχθῇ τὴν 29ην Μαΐου. <box>484 393 690 441</box>
issue-date: Σάβ. 2—13 Μαΐου 1927 <box>14 15 244 35</box>
rate-name: Ταλλήρ <box>924 1392 964 1406</box>
article-subheadline: Η ΔΗΜΟΤΙΚΗ ΕΚΠΑΙΔΕΥΣΙΣ <box>259 586 455 602</box>
column-divider <box>916 128 917 2198</box>
